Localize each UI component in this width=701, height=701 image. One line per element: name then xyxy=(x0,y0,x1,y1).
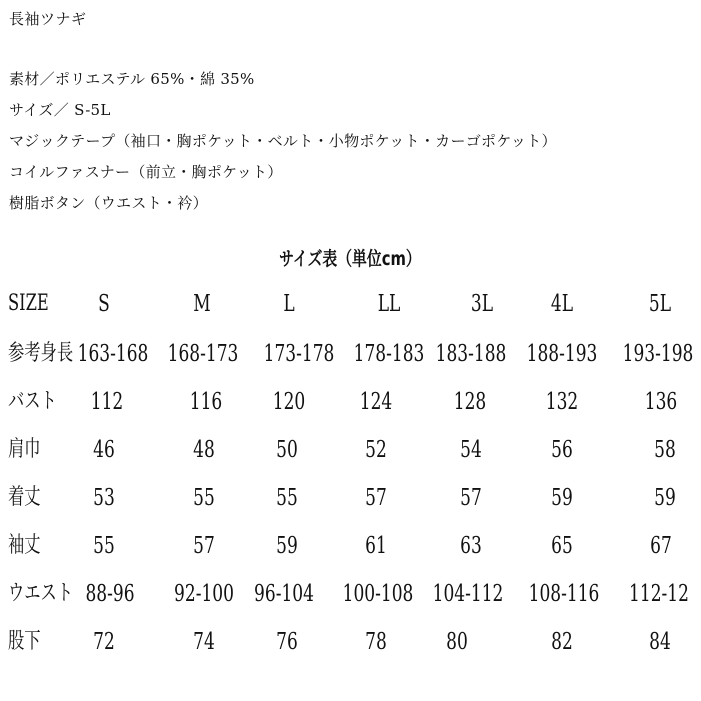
row-label: 股下 xyxy=(8,629,41,654)
spec-list xyxy=(9,70,557,225)
table-cell: 183-188 xyxy=(435,341,507,367)
table-cell: 67 xyxy=(650,533,672,559)
table-row-length xyxy=(0,478,701,518)
header-cell-ll: LL xyxy=(377,291,401,317)
table-cell: 163-168 xyxy=(77,341,149,367)
table-cell: 65 xyxy=(551,533,573,559)
table-cell: 88-96 xyxy=(85,581,135,607)
table-cell: 52 xyxy=(365,437,387,463)
header-cell-size: SIZE xyxy=(8,291,49,316)
table-cell: 132 xyxy=(545,389,579,415)
table-cell: 84 xyxy=(649,629,671,655)
table-cell: 55 xyxy=(193,485,215,511)
table-row-waist xyxy=(0,574,701,614)
header-cell-l: L xyxy=(283,291,295,317)
size-table-title: サイズ表（単位cm） xyxy=(279,248,421,270)
row-label: 着丈 xyxy=(8,485,41,510)
table-cell: 59 xyxy=(276,533,298,559)
header-cell-m: M xyxy=(193,291,211,317)
table-cell: 136 xyxy=(644,389,678,415)
table-cell: 59 xyxy=(654,485,676,511)
table-cell: 112-12 xyxy=(629,581,689,607)
table-cell: 82 xyxy=(551,629,573,655)
header-cell-5l: 5L xyxy=(648,291,672,317)
table-header-row xyxy=(0,284,701,324)
table-cell: 63 xyxy=(460,533,482,559)
table-cell: 173-178 xyxy=(263,341,335,367)
row-label: バスト xyxy=(8,389,57,414)
header-cell-4l: 4L xyxy=(550,291,574,317)
table-cell: 46 xyxy=(93,437,115,463)
table-cell: 168-173 xyxy=(167,341,239,367)
table-row-sleeve xyxy=(0,526,701,566)
table-cell: 53 xyxy=(93,485,115,511)
row-label: ウエスト xyxy=(8,581,74,606)
table-cell: 188-193 xyxy=(526,341,598,367)
table-cell: 108-116 xyxy=(528,581,600,607)
header-cell-3l: 3L xyxy=(470,291,494,317)
table-cell: 116 xyxy=(189,389,223,415)
spec-material: 素材／ポリエステル 65%・綿 35% xyxy=(9,70,255,88)
table-cell: 96-104 xyxy=(254,581,314,607)
table-cell: 57 xyxy=(365,485,387,511)
row-label: 肩巾 xyxy=(8,437,41,462)
table-row-inseam xyxy=(0,622,701,662)
table-cell: 57 xyxy=(460,485,482,511)
table-cell: 55 xyxy=(93,533,115,559)
table-cell: 80 xyxy=(446,629,468,655)
table-row-height xyxy=(0,334,701,374)
table-cell: 92-100 xyxy=(174,581,234,607)
table-cell: 193-198 xyxy=(622,341,694,367)
table-cell: 59 xyxy=(551,485,573,511)
table-cell: 124 xyxy=(359,389,393,415)
spec-buttons: 樹脂ボタン（ウエスト・衿） xyxy=(9,194,208,212)
table-cell: 100-108 xyxy=(342,581,414,607)
header-cell-s: S xyxy=(98,291,110,317)
table-cell: 55 xyxy=(276,485,298,511)
table-cell: 76 xyxy=(276,629,298,655)
table-cell: 120 xyxy=(272,389,306,415)
row-label: 参考身長 xyxy=(8,341,74,366)
table-cell: 58 xyxy=(654,437,676,463)
spec-size-range: サイズ／ S-5L xyxy=(9,101,111,119)
table-cell: 61 xyxy=(365,533,387,559)
table-cell: 50 xyxy=(276,437,298,463)
table-cell: 178-183 xyxy=(353,341,425,367)
table-cell: 104-112 xyxy=(432,581,504,607)
table-cell: 54 xyxy=(460,437,482,463)
table-cell: 72 xyxy=(93,629,115,655)
table-cell: 128 xyxy=(453,389,487,415)
table-cell: 78 xyxy=(365,629,387,655)
table-row-bust xyxy=(0,382,701,422)
spec-zipper: コイルファスナー（前立・胸ポケット） xyxy=(9,163,283,181)
product-title: 長袖ツナギ xyxy=(9,10,87,28)
table-cell: 112 xyxy=(90,389,124,415)
table-cell: 48 xyxy=(193,437,215,463)
table-cell: 56 xyxy=(551,437,573,463)
table-cell: 74 xyxy=(193,629,215,655)
table-row-shoulder xyxy=(0,430,701,470)
spec-velcro: マジックテープ（袖口・胸ポケット・ベルト・小物ポケット・カーゴポケット） xyxy=(9,132,557,150)
table-cell: 57 xyxy=(193,533,215,559)
row-label: 袖丈 xyxy=(8,533,41,558)
